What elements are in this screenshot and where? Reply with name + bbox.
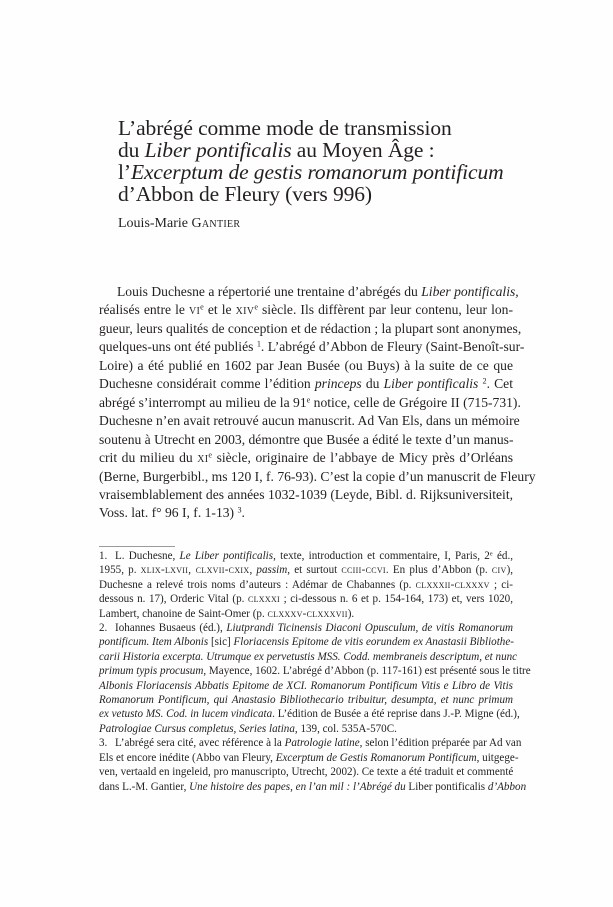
body-line xyxy=(99,320,522,338)
text: du xyxy=(361,376,384,392)
text: abrégé s’interrompt au milieu de la 91 xyxy=(99,394,307,410)
text: , uitgege- xyxy=(476,751,519,764)
text: . xyxy=(241,505,245,521)
text: , texte, introduction et commentaire, I, Paris, 2 xyxy=(273,550,490,562)
roman-numeral: xiv xyxy=(235,302,255,318)
body-paragraph xyxy=(99,283,536,523)
footnote-1-line xyxy=(99,607,513,621)
text: dans L.-M. Gantier, xyxy=(99,780,190,793)
text: ), xyxy=(506,564,514,577)
footnote-divider xyxy=(99,546,175,547)
italic-text: Patrologie latine xyxy=(284,737,360,750)
text: Voss. lat. f° 96 I, f. 1-13) xyxy=(99,505,238,521)
title-line-1 xyxy=(118,117,538,139)
italic-text: Liber pontificalis xyxy=(383,376,479,392)
body-line xyxy=(99,412,520,430)
roman-numeral: clxxxi xyxy=(247,593,281,606)
body-line xyxy=(99,394,521,412)
text: Louis Duchesne a répertorié une trentaine d’abrégés du xyxy=(117,284,422,299)
text: crit du milieu du xyxy=(99,450,198,466)
text: notice, celle de Grégoire II (715-731). xyxy=(310,394,521,410)
text: (Berne, Burgerbibl., ms 120 I, f. 76-93). C’est la copie d’un manuscrit de Fleury xyxy=(99,468,536,484)
italic-text: pontificum. Item Albonis xyxy=(99,636,211,649)
footnote-number: 1. xyxy=(99,550,108,562)
italic-text: Liber pontificalis, xyxy=(421,284,519,299)
text: L. Duchesne, xyxy=(115,550,180,562)
text: siècle. Ils diffèrent par leur contenu, leur lon- xyxy=(257,302,513,318)
footnote-2-line xyxy=(99,693,513,707)
text: , 139, col. 535A-570C. xyxy=(294,722,397,735)
roman-numeral: clxxxv-clxxxvii xyxy=(267,607,348,620)
title-text: l’ xyxy=(118,160,131,184)
text: dessous n. 17), Orderic Vital (p. xyxy=(99,593,248,606)
roman-numeral: xi xyxy=(197,450,209,466)
title-line-3 xyxy=(118,161,538,183)
footnote-3-line xyxy=(99,765,513,779)
footnote-1-line xyxy=(99,563,513,577)
italic-text: Albonis Floriacensis Abbatis Epitome de XCI. Romanorum Pontificum Vitis e Libro de Vitis xyxy=(99,679,513,692)
footnote-2-line xyxy=(99,707,520,721)
body-line xyxy=(99,338,525,356)
body-line xyxy=(99,301,513,319)
footnote-3-line xyxy=(99,751,519,765)
text: éd., xyxy=(492,550,513,562)
superscript: e xyxy=(254,302,258,312)
text: Lambert, chanoine de Saint-Omer (p. xyxy=(99,607,268,620)
italic-text: Romanorum Pontificum, qui Anastasio Bibliothecario tribuitur, desumpta, et nunc primum xyxy=(99,694,513,707)
body-line xyxy=(99,504,513,522)
body-line xyxy=(99,375,513,393)
superscript: e xyxy=(200,302,204,312)
text: siècle, originaire de l’abbaye de Micy près d’Orléans xyxy=(212,450,513,466)
roman-numeral: xlix-lxvii, clxvii-cxix xyxy=(140,564,250,577)
footnote-2-line xyxy=(99,722,513,736)
text: Loire) a été publié en 1602 par Jean Busée (ou Buys) à la suite de ce que xyxy=(99,357,513,373)
text: ven, vertaald en ingeleid, pro manuscripto, Utrecht, 2002). Ce texte a été traduit et commenté xyxy=(99,766,514,779)
roman-numeral: vi xyxy=(188,302,201,318)
body-line xyxy=(99,468,536,486)
superscript: e xyxy=(306,395,311,405)
roman-numeral: civ xyxy=(491,564,507,577)
text: Liber pontificalis xyxy=(405,780,488,793)
title-text: d’Abbon de Fleury (vers 996) xyxy=(118,182,372,206)
footnote-ref-3[interactable]: 3 xyxy=(237,505,242,515)
text: , selon l’édition préparée par Ad van xyxy=(359,737,522,750)
italic-text: Liutprandi Ticinensis Diaconi Opusculum, de vitis Romanorum xyxy=(226,622,513,635)
footnote-3-line xyxy=(99,780,527,794)
footnote-number: 2. xyxy=(99,622,108,635)
text: L’abrégé sera cité, avec référence à la xyxy=(115,737,285,750)
italic-text: princeps xyxy=(314,376,362,392)
italic-text: Le Liber pontificalis xyxy=(179,550,274,562)
text: . L’édition de Busée a été reprise dans J.-P. Migne (éd.), xyxy=(272,708,520,721)
text: ; ci- xyxy=(489,578,513,591)
text: 1955, p. xyxy=(99,564,141,577)
text: Duchesne n’en avait retrouvé aucun manuscrit. Ad Van Els, dans un mémoire xyxy=(99,413,520,429)
text: gueur, leurs qualités de conception et de rédaction ; la plupart sont anonymes, xyxy=(99,320,522,336)
footnote-1-line xyxy=(99,592,513,606)
author-first-name: Louis-Marie xyxy=(118,216,192,231)
title-italic: Excerptum de gestis romanorum pontificum xyxy=(130,160,504,184)
body-line xyxy=(99,431,513,449)
roman-numeral: clxxxii-clxxxv xyxy=(415,578,490,591)
title-text: du xyxy=(118,138,145,162)
footnote-2-line xyxy=(99,664,531,678)
footnote-2-line xyxy=(99,635,513,649)
title-text: L’abrégé comme mode de transmission xyxy=(118,116,452,140)
body-line xyxy=(99,449,513,467)
footnote-2-line xyxy=(99,650,518,664)
title-text: au Moyen Âge : xyxy=(291,138,435,162)
superscript: e xyxy=(208,450,213,460)
text: . En plus d’Abbon (p. xyxy=(385,564,492,577)
text: . L’abrégé d’Abbon de Fleury (Saint-Benoît-sur- xyxy=(260,339,525,355)
italic-text: Patrologiae Cursus completus, Series latina xyxy=(99,722,295,735)
text: Duchesne considérait comme l’édition xyxy=(99,376,315,392)
superscript: e xyxy=(489,550,493,558)
footnote-3-line xyxy=(99,736,522,750)
text: Iohannes Busaeus (éd.), xyxy=(115,622,227,635)
footnote-2-line xyxy=(99,621,513,635)
title-line-4 xyxy=(118,183,538,205)
italic-text: Floriacensis Epitome de vitis eorundem ex Anastasii Bibliothe- xyxy=(230,636,514,649)
text: et le xyxy=(203,302,236,318)
text: . Cet xyxy=(486,376,513,392)
italic-text: primum typis procusum xyxy=(99,665,204,678)
italic-text: Excerptum de Gestis Romanorum Pontificum xyxy=(275,751,477,764)
footnote-ref-2[interactable]: 2 xyxy=(482,376,487,386)
text: quelques-uns ont été publiés xyxy=(99,339,257,355)
text: ). xyxy=(347,607,355,620)
text: soutenu à Utrecht en 2003, démontre que Busée a édité le texte d’un manus- xyxy=(99,431,514,447)
footnote-2-line xyxy=(99,679,513,693)
italic-text: carii Historia excerpta. Utrumque ex pervetustis MSS. Codd. membraneis descriptum, et nunc xyxy=(99,650,518,663)
author-last-name: Gantier xyxy=(191,216,241,231)
italic-text: Une histoire des papes, en l’an mil : l’Abrégé du xyxy=(189,780,406,793)
italic-text: passim xyxy=(256,564,288,577)
italic-text: ex vetusto MS. Cod. in lucem vindicata xyxy=(99,708,273,721)
footnote-1-line xyxy=(99,549,513,563)
text: Els et encore inédite (Abbo van Fleury, xyxy=(99,751,276,764)
footnote-ref-1[interactable]: 1 xyxy=(256,339,261,349)
text: ; ci-dessous n. 6 et p. 154-164, 173) et, vers 1020, xyxy=(280,593,513,606)
title-italic: Liber pontificalis xyxy=(144,138,292,162)
text: , xyxy=(249,564,257,577)
text: vraisemblablement des années 1032-1039 (Leyde, Bibl. d. Rijksuniversiteit, xyxy=(99,486,513,502)
body-line xyxy=(99,283,519,301)
text: , et surtout xyxy=(287,564,342,577)
article-title xyxy=(118,117,538,205)
author-name xyxy=(118,216,240,232)
text: , Mayence, 1602. L’abrégé d’Abbon (p. 117-161) est présenté sous le titre xyxy=(203,665,531,678)
title-line-2 xyxy=(118,139,538,161)
body-line xyxy=(99,486,513,504)
footnote-1-line xyxy=(99,578,513,592)
footnotes xyxy=(99,549,531,794)
footnote-number: 3. xyxy=(99,737,108,750)
text: [sic] xyxy=(210,636,231,649)
roman-numeral: cciii-ccvi xyxy=(341,564,386,577)
italic-text: d’Abbon xyxy=(487,780,527,793)
text: réalisés entre le xyxy=(99,302,189,318)
body-line xyxy=(99,357,513,375)
text: Duchesne a relevé trois noms d’auteurs : Adémar de Chabannes (p. xyxy=(99,578,416,591)
